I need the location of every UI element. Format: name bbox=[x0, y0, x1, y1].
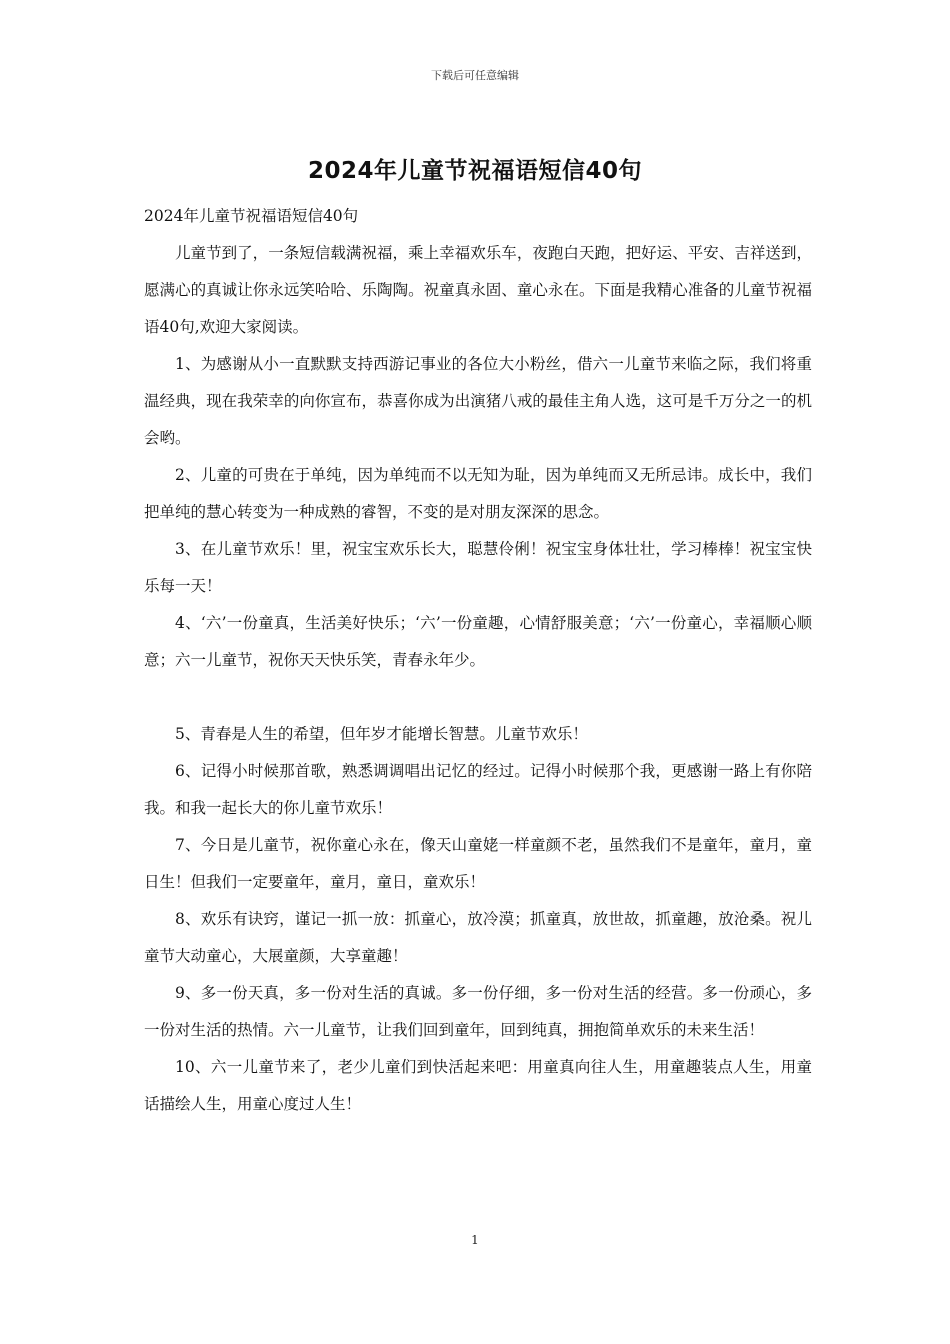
greeting-item: 4、‘六’一份童真，生活美好快乐；‘六’一份童趣，心情舒服美意；‘六’一份童心，幸福顺心顺意；六一儿童节，祝你天天快乐笑，青春永年少。 bbox=[144, 614, 812, 669]
document-subtitle: 2024年儿童节祝福语短信40句 bbox=[144, 207, 359, 225]
intro-paragraph: 儿童节到了，一条短信载满祝福，乘上幸福欢乐车，夜跑白天跑，把好运、平安、吉祥送到，愿满心的真诚让你永远笑哈哈、乐陶陶。祝童真永固、童心永在。下面是我精心准备的儿童节祝福语40句,欢迎大家阅读。 bbox=[144, 244, 812, 336]
document-title: 2024年儿童节祝福语短信40句 bbox=[307, 158, 643, 184]
page-header-note: 下载后可任意编辑 bbox=[431, 69, 519, 82]
greeting-item: 8、欢乐有诀窍，谨记一抓一放：抓童心，放冷漠；抓童真，放世故，抓童趣，放沧桑。祝儿童节大动童心，大展童颜，大享童趣！ bbox=[144, 910, 812, 965]
greeting-item: 5、青春是人生的希望，但年岁才能增长智慧。儿童节欢乐！ bbox=[175, 725, 588, 743]
page-number: 1 bbox=[471, 1233, 479, 1247]
greeting-item: 2、儿童的可贵在于单纯，因为单纯而不以无知为耻，因为单纯而又无所忌讳。成长中，我们把单纯的慧心转变为一种成熟的睿智，不变的是对朋友深深的思念。 bbox=[144, 466, 812, 521]
greeting-item: 7、今日是儿童节，祝你童心永在，像天山童姥一样童颜不老，虽然我们不是童年，童月，童日生！但我们一定要童年，童月，童日，童欢乐！ bbox=[144, 836, 812, 891]
document-body bbox=[144, 198, 812, 1123]
greeting-item: 1、为感谢从小一直默默支持西游记事业的各位大小粉丝，借六一儿童节来临之际，我们将重温经典，现在我荣幸的向你宣布，恭喜你成为出演猪八戒的最佳主角人选，这可是千万分之一的机会哟。 bbox=[144, 355, 812, 447]
greeting-item: 6、记得小时候那首歌，熟悉调调唱出记忆的经过。记得小时候那个我，更感谢一路上有你陪我。和我一起长大的你儿童节欢乐！ bbox=[144, 762, 812, 817]
greeting-item: 3、在儿童节欢乐！里，祝宝宝欢乐长大，聪慧伶俐！祝宝宝身体壮壮，学习棒棒！祝宝宝快乐每一天！ bbox=[144, 540, 812, 595]
greeting-item: 9、多一份天真，多一份对生活的真诚。多一份仔细，多一份对生活的经营。多一份顽心，多一份对生活的热情。六一儿童节，让我们回到童年，回到纯真，拥抱简单欢乐的未来生活！ bbox=[144, 984, 812, 1039]
greeting-item: 10、六一儿童节来了，老少儿童们到快活起来吧：用童真向往人生，用童趣装点人生，用童话描绘人生，用童心度过人生！ bbox=[144, 1058, 812, 1113]
